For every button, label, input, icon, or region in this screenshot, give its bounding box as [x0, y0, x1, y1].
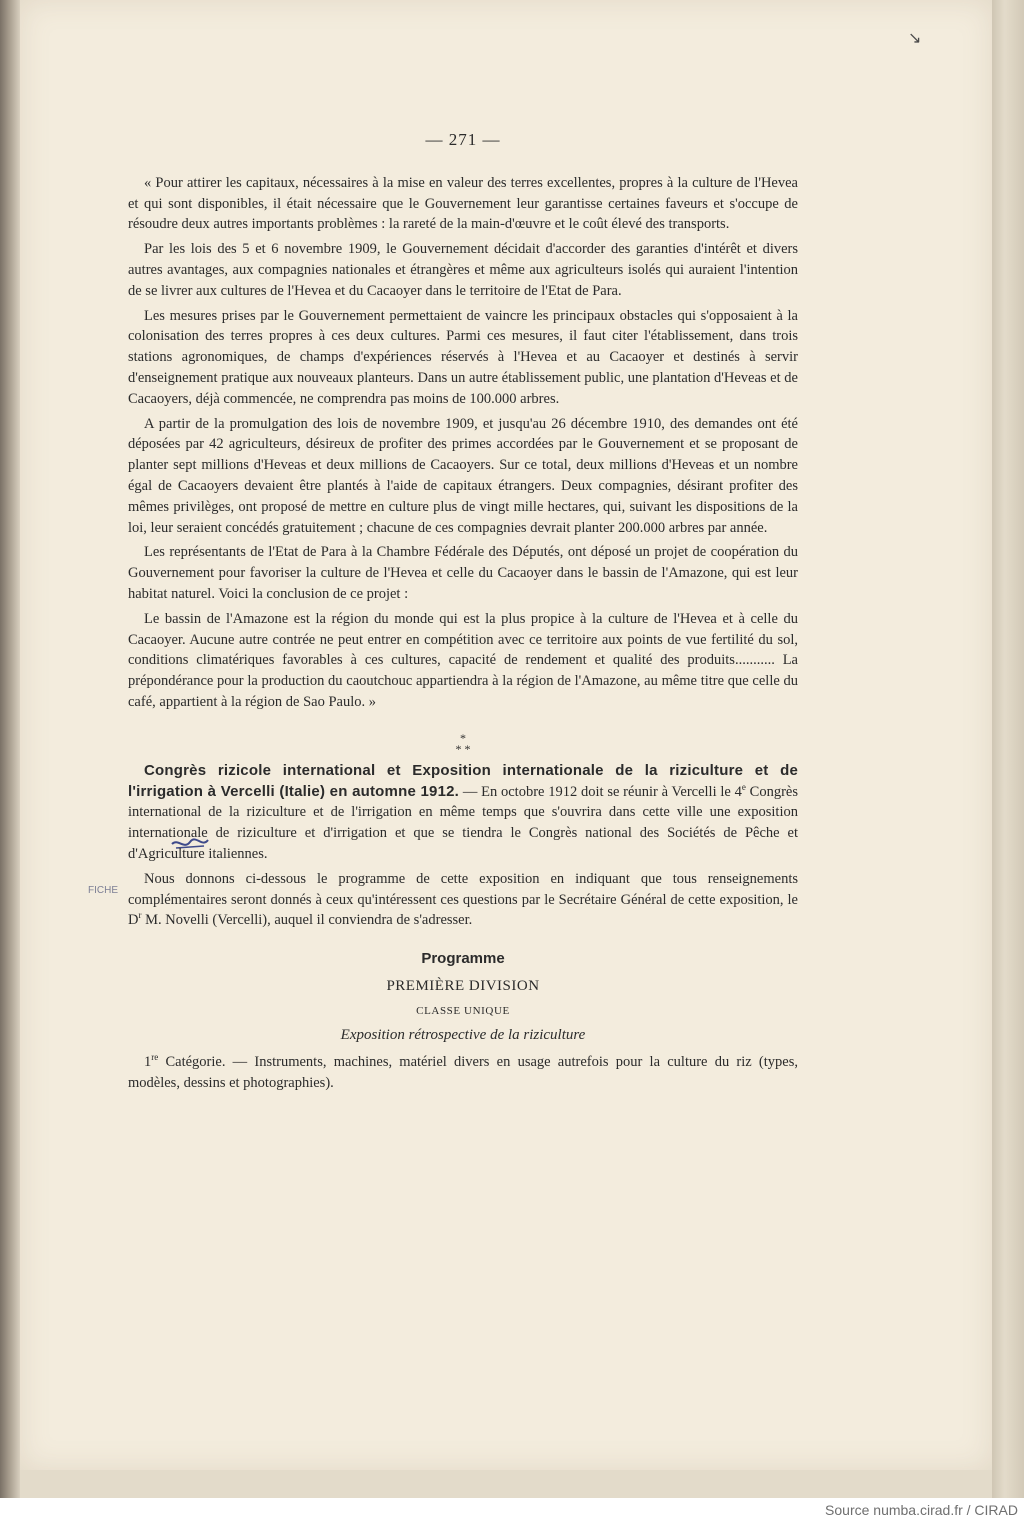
page-edge-bottom [20, 1470, 992, 1498]
stars-bottom: * * [455, 741, 471, 756]
nous-text-post: M. Novelli (Vercelli), auquel il conviendra de s'adresser. [141, 912, 473, 929]
source-credit: Source numba.cirad.fr / CIRAD [825, 1502, 1018, 1518]
page-content [128, 130, 798, 1098]
paragraph-representants: Les représentants de l'Etat de Para à la Chambre Fédérale des Députés, ont déposé un projet de coopération du Gouvernement pour favoriser la culture de l'Hevea et celle du Cacaoyer dans le bassin de l'Amazone, qui est leur habitat naturel. Voici la conclusion de ce projet : [128, 544, 798, 602]
nous-sup: r [138, 910, 142, 921]
paragraph-bassin: Le bassin de l'Amazone est la région du monde qui est la plus propice à la culture de l'Hevea et à celle du Cacaoyer. Aucune autre contrée ne peut entrer en compétition avec ce territoire aux points de vue fertilité du sol, conditions climatériques favorables à ces cultures, capacité de rendement et qualité des produits........... La prépondérance pour la production du caoutchouc appartiendra à la région de l'Amazone, au même titre que celle du café, appartient à la région de Sao Paulo. » [128, 610, 798, 710]
premiere-division-title: PREMIÈRE DIVISION [386, 977, 540, 994]
corner-pencil-mark: ↘ [908, 30, 922, 47]
section-separator-stars [128, 730, 798, 756]
categorie-text: Catégorie. — Instruments, machines, matériel divers en usage autrefois pour la culture du riz (types, modèles, dessins et photographies). [128, 1054, 798, 1092]
exposition-retrospective-title: Exposition rétrospective de la riziculture [340, 1027, 586, 1044]
categorie-sup: re [151, 1052, 159, 1063]
congres-sup: e [741, 781, 746, 792]
page-number: — 271 — [425, 130, 501, 149]
programme-title: Programme [421, 950, 505, 968]
paragraph-categorie [128, 1052, 798, 1094]
paragraph-capitaux: « Pour attirer les capitaux, nécessaires à la mise en valeur des terres excellentes, propres à la culture de l'Hevea et qui sont disponibles, il était nécessaire que le Gouvernement leur garantisse certaines faveurs et s'occupe de résoudre deux autres importants problèmes : la rareté de la main-d'œuvre et le coût élevé des transports. [128, 174, 798, 233]
categorie-number: 1 [144, 1054, 152, 1071]
book-binding [0, 0, 20, 1498]
page-edge-right [992, 0, 1024, 1498]
congres-text-post: Congrès international de la riziculture et de l'irrigation en même temps que s'ouvrira dans cette ville une exposition internationale de riziculture et d'irrigation et que se tiendra le Congrès national des Sociétés de Pêche et d'Agriculture italiennes. [128, 783, 798, 862]
paragraph-congres [128, 761, 798, 865]
paragraph-lois: Par les lois des 5 et 6 novembre 1909, le Gouvernement décidait d'accorder des garanties d'intérêt et divers autres avantages, aux compagnies nationales et étrangères et même aux agriculteurs isolés qui auraient l'intention de se livrer aux cultures de l'Hevea et du Cacaoyer dans le territoire de l'Etat de Para. [128, 241, 798, 299]
stars-top: * [460, 730, 466, 745]
nous-text-pre: Nous donnons ci-dessous le programme de cette exposition en indiquant que tous renseignements complémentaires seront donnés à ceux qu'intéressent ces questions par le Secrétaire Général de cette exposition, le D [128, 870, 798, 929]
congres-heading: Congrès rizicole international et Exposition internationale de la riziculture et de l'irrigation à Vercelli (Italie) en automne 1912. [128, 761, 798, 800]
paragraph-demandes: A partir de la promulgation des lois de novembre 1909, et jusqu'au 26 décembre 1910, des demandes ont été déposées par 42 agriculteurs, désireux de profiter des primes accordées par le Gouvernement et se proposant de planter sept millions d'Heveas et deux millions de Cacaoyers. Sur ce total, deux millions d'Heveas et un nombre égal de Cacaoyers devaient être plantés à l'aide de capitaux étrangers. Deux compagnies, désirant profiter des mêmes privilèges, ont proposé de mettre en culture plus de vingt mille hectares, qui, suivant les dispositions de la loi, leur seraient concédés gratuitement ; chacune de ces compagnies devrait planter 200.000 arbres par année. [128, 415, 798, 536]
congres-text-pre: — En octobre 1912 doit se réunir à Vercelli le 4 [459, 783, 742, 800]
paragraph-nous-donnons [128, 869, 798, 931]
classe-unique-title: CLASSE UNIQUE [416, 1004, 510, 1017]
fiche-stamp: FICHE [88, 885, 118, 896]
footer-bar [0, 1498, 1024, 1524]
paragraph-mesures: Les mesures prises par le Gouvernement permettaient de vaincre les principaux obstacles qui s'opposaient à la colonisation des terres propres à ces deux cultures. Parmi ces mesures, il faut citer l'établissement, dans trois stations agronomiques, de champs d'expériences réservés à l'Hevea et au Cacaoyer et destinés à servir d'enseignement pratique aux nouveaux planteurs. Dans un autre établissement public, une plantation d'Heveas et de Cacaoyers, déjà commencée, ne comprendra pas moins de 100.000 arbres. [128, 307, 798, 407]
